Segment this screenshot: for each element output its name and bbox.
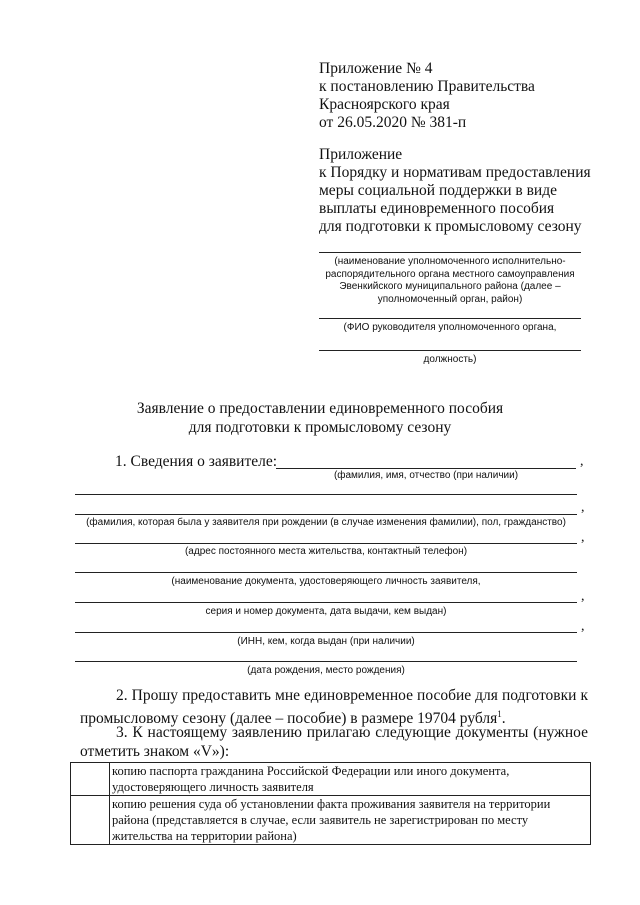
addressee-hint-line: распорядительного органа местного самоуправления [325,268,575,280]
appendix2-line-2: к Порядку и нормативам предоставления [319,164,591,181]
appendix2-line-3: меры социальной поддержки в виде [319,182,557,199]
addressee-hint-line: Эвенкийского муниципального района (далее – [339,281,561,292]
table-row [71,796,591,845]
addressee-org-hint [319,256,581,306]
addressee-org-line[interactable] [319,252,581,253]
applicant-series-hint: серия и номер документа, дата выдачи, кем выдан) [205,606,447,617]
applicant-address-hint: (адрес постоянного места жительства, контактный телефон) [184,546,468,557]
addressee-head-line[interactable] [319,318,581,319]
applicant-doc-hint: (наименование документа, удостоверяющего личность заявителя, [171,576,481,587]
section3-paragraph: 3. К настоящему заявлению прилагаю следующие документы (нужное отметить знаком «V»): [80,724,588,760]
addressee-head-hint: (ФИО руководителя уполномоченного органа, [343,322,557,333]
appendix-line-1: Приложение № 4 [319,60,433,77]
document-checkbox[interactable] [71,796,110,845]
title-line-1: Заявление о предоставлении единовременного пособия [136,400,504,417]
footnote-marker: 1 [497,709,502,719]
applicant-extra-line[interactable] [75,494,577,495]
comma: , [580,454,584,469]
applicant-fio-hint: (фамилия, имя, отчество (при наличии) [333,470,519,481]
appendix-line-3: Красноярского края [319,96,450,113]
applicant-birth-line[interactable] [75,661,577,662]
applicant-doc-line[interactable] [75,572,577,573]
document-checkbox[interactable] [71,763,110,796]
addressee-hint-line: (наименование уполномоченного исполнительно- [334,256,566,267]
comma: , [581,589,585,604]
appendix2-line-5: для подготовки к промысловому сезону [319,218,582,235]
applicant-fio-line[interactable] [276,468,576,469]
table-row [71,763,591,796]
comma: , [581,500,585,515]
appendix2-line-1: Приложение [319,146,403,163]
addressee-position-line[interactable] [319,350,581,351]
section2-text: 2. Прошу предоставить мне единовременное пособие для подготовки к промысловому сезону (далее – пособие) в размере 19704 рубля [80,687,588,728]
appendix-line-2: к постановлению Правительства [319,78,535,95]
document-text: копию паспорта гражданина Российской Федерации или иного документа, удостоверяющего личность заявителя [110,763,591,796]
appendix2-block [319,146,591,236]
section1-label: 1. Сведения о заявителе: [115,453,278,470]
comma: , [581,619,585,634]
appendix2-line-4: выплаты единовременного пособия [319,200,555,217]
appendix-line-4: от 26.05.2020 № 381-п [319,114,467,131]
section2-end: . [501,710,506,728]
applicant-birth-surname-line[interactable] [75,514,577,515]
document-title [0,399,640,437]
addressee-position-hint: должность) [423,354,477,365]
applicant-inn-hint: (ИНН, кем, когда выдан (при наличии) [237,636,415,647]
appendix-block [319,60,535,132]
addressee-hint-line: уполномоченный орган, район) [377,293,523,305]
comma: , [581,530,585,545]
document-text: копию решения суда об установлении факта проживания заявителя на территории района (представляется в случае, если заявитель не зарегистрирован по месту жительства на территории района) [110,796,591,845]
applicant-birth-surname-hint: (фамилия, которая была у заявителя при рождении (в случае изменения фамилии), пол, гражданство) [86,517,566,528]
documents-table [70,762,591,845]
applicant-address-line[interactable] [75,543,577,544]
applicant-birth-hint: (дата рождения, место рождения) [247,665,405,676]
applicant-inn-line[interactable] [75,632,577,633]
title-line-2: для подготовки к промысловому сезону [188,419,452,436]
section2-paragraph [80,686,588,728]
applicant-series-line[interactable] [75,602,577,603]
